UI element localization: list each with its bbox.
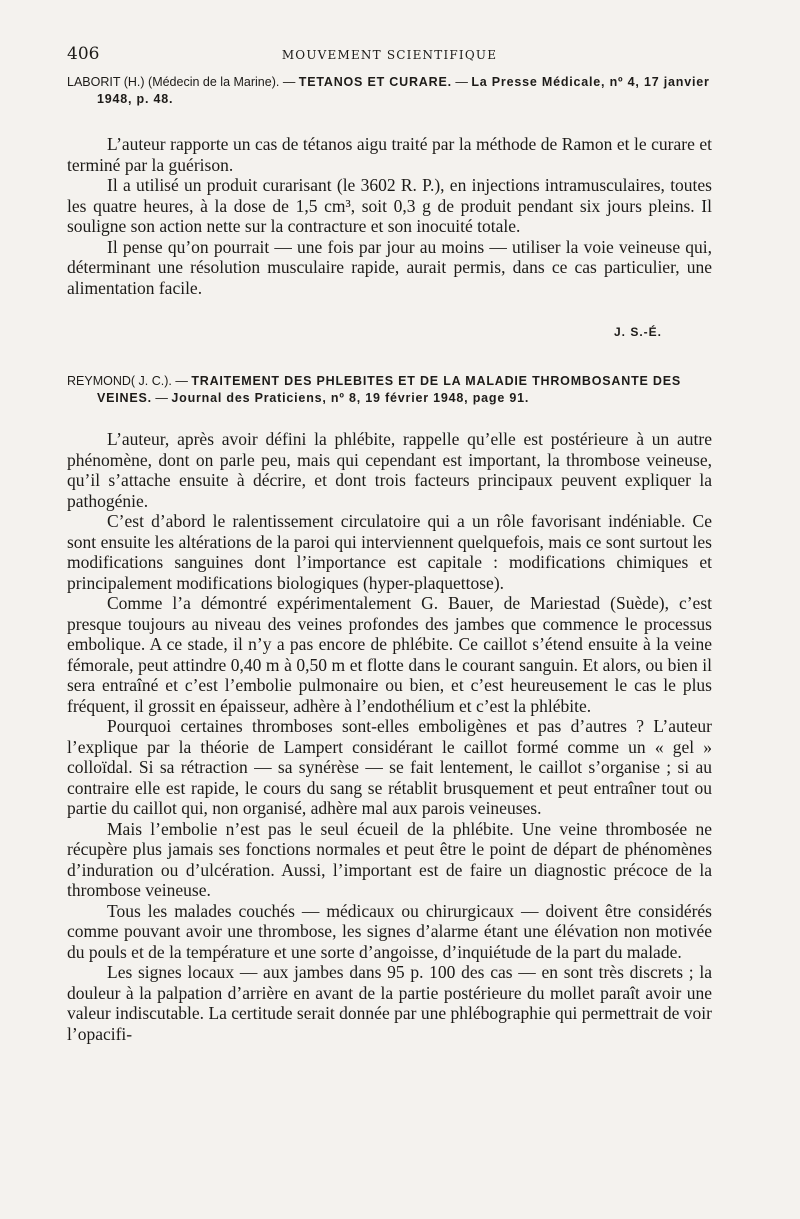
article-2-source: Journal des Praticiens, nº 8, 19 février 1948, page 91. [171, 391, 530, 405]
article-1-signature: J. S.-É. [613, 325, 662, 339]
article-2-paragraph: Tous les malades couchés — médicaux ou chirurgicaux — doivent être considérés comme pouvant avoir une thrombose, les signes d’alarme étant une élévation non motivée du pouls et de la température et une sorte d’angoisse, d’inquiétude de la part du malade. [67, 900, 712, 962]
article-1-paragraph: Il pense qu’on pourrait — une fois par jour au moins — utiliser la voie veineuse qui, déterminant une résolution musculaire rapide, aurait permis, dans ce cas particulier, une alimentation facile. [67, 236, 712, 298]
article-1-author: LABORIT (H.) (Médecin de la Marine). [67, 75, 280, 89]
article-2-reference [67, 373, 712, 407]
page-number: 406 [67, 44, 100, 64]
article-2-paragraph: L’auteur, après avoir défini la phlébite, rappelle qu’elle est postérieure à un autre phénomène, dont on parle peu, mais qui cependant est important, la thrombose veineuse, qu’il s’attache ensuite à décrire, et dont trois facteurs principaux peuvent expliquer la pathogénie. [67, 429, 712, 511]
article-1-reference [67, 74, 712, 108]
article-2-paragraph: Pourquoi certaines thromboses sont-elles emboligènes et pas d’autres ? L’auteur l’explique par la théorie de Lampert considérant le caillot formé comme un « gel » colloïdal. Si sa rétraction — sa synérèse — se fait lentement, le caillot s’organise ; si au contraire elle est rapide, le cours du sang se rétablit brusquement et peut entraîner tout ou partie du caillot qui, non organisé, adhère mal aux parois veineuses. [67, 716, 712, 818]
article-2-paragraph: Mais l’embolie n’est pas le seul écueil de la phlébite. Une veine thrombosée ne récupère plus jamais ses fonctions normales et peut être le point de départ de phénomènes d’induration ou d’ulcération. Aussi, l’important est de faire un diagnostic précoce de la thrombose veineuse. [67, 818, 712, 900]
separator-dash: — [451, 75, 472, 89]
running-title: MOUVEMENT SCIENTIFIQUE [281, 48, 498, 62]
article-1-source: La Presse Médicale, nº 4, 17 janvier 1948, p. 48. [97, 75, 710, 106]
article-1-paragraph: Il a utilisé un produit curarisant (le 3602 R. P.), en injections intramusculaires, toutes les quatre heures, à la dose de 1,5 cm³, soit 0,3 g de produit pendant six jours pleins. Il souligne son action nette sur la contracture et son inocuité totale. [67, 175, 712, 236]
article-1-paragraph: L’auteur rapporte un cas de tétanos aigu traité par la méthode de Ramon et le curare et terminé par la guérison. [67, 134, 712, 175]
article-2-author: REYMOND( J. C.). [67, 374, 172, 388]
separator-dash: — [171, 374, 192, 388]
separator-dash: — [279, 75, 299, 89]
document-page [67, 44, 712, 1044]
article-2-paragraph: Comme l’a démontré expérimentalement G. Bauer, de Mariestad (Suède), c’est presque toujours au niveau des veines profondes des jambes que commence le processus embolique. A ce stade, il n’y a pas encore de phlébite. Ce caillot s’étend ensuite à la veine fémorale, peut attindre 0,40 m à 0,50 m et flotte dans le courant sanguin. Et alors, ou bien il sera entraîné et c’est l’embolie pulmonaire ou bien, et c’est heureusement le cas le plus fréquent, il grossit en épaisseur, adhère à l’endothélium et c’est la phlébite. [67, 593, 712, 716]
article-2-paragraph: Les signes locaux — aux jambes dans 95 p. 100 des cas — en sont très discrets ; la douleur à la palpation d’arrière en avant de la partie postérieure du mollet paraît avoir une valeur indiscutable. La certitude serait donnée par une phlébographie qui permettrait de voir l’opacifi- [67, 962, 712, 1044]
article-1-title: TETANOS ET CURARE. [298, 75, 452, 89]
running-header [67, 44, 712, 74]
article-2-title: TRAITEMENT DES PHLEBITES ET DE LA MALADIE THROMBOSANTE DES VEINES. [97, 374, 682, 405]
separator-dash: — [151, 391, 172, 405]
article-2-paragraph: C’est d’abord le ralentissement circulatoire qui a un rôle favorisant indéniable. Ce sont ensuite les altérations de la paroi qui interviennent quelquefois, mais ce sont surtout les modifications sanguines dont l’importance est capitale : modifications chimiques et principalement modifications biologiques (hyper-plaquettose). [67, 511, 712, 593]
